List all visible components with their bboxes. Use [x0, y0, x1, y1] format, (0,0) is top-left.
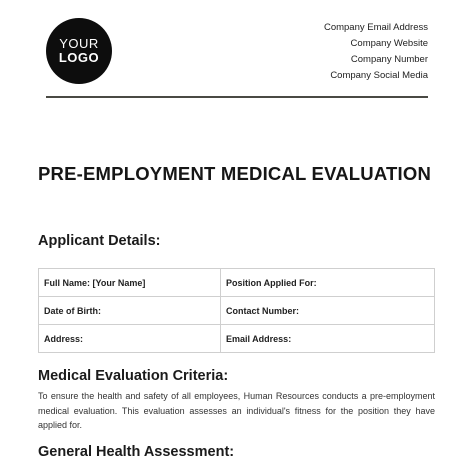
medical-evaluation-criteria-heading: Medical Evaluation Criteria:	[38, 368, 229, 384]
logo-text-line2: LOGO	[58, 50, 100, 65]
company-email: Company Email Address	[323, 22, 428, 33]
company-website: Company Website	[350, 38, 428, 49]
company-social-media: Company Social Media	[330, 70, 428, 81]
document-title: PRE-EMPLOYMENT MEDICAL EVALUATION	[38, 163, 432, 184]
applicant-details-heading: Applicant Details:	[38, 233, 161, 249]
position-applied-cell[interactable]: Position Applied For:	[221, 269, 435, 297]
date-of-birth-cell[interactable]: Date of Birth:	[39, 297, 221, 325]
criteria-paragraph: To ensure the health and safety of all employees, Human Resources conducts a pre-employment medical evaluation. This evaluation assesses an individual's fitness for the position they have applied for.	[38, 391, 435, 430]
full-name-cell[interactable]: Full Name: [Your Name]	[39, 269, 221, 297]
company-number: Company Number	[350, 54, 428, 65]
address-cell[interactable]: Address:	[39, 325, 221, 353]
applicant-details-table	[38, 268, 435, 353]
company-logo	[46, 18, 112, 84]
company-contact-block	[324, 20, 428, 84]
table-row	[39, 269, 435, 297]
email-address-cell[interactable]: Email Address:	[221, 325, 435, 353]
general-health-assessment-heading: General Health Assessment:	[38, 444, 235, 460]
logo-text-line1: YOUR	[59, 36, 99, 52]
contact-number-cell[interactable]: Contact Number:	[221, 297, 435, 325]
table-row	[39, 325, 435, 353]
table-row	[39, 297, 435, 325]
header-divider	[46, 96, 428, 98]
